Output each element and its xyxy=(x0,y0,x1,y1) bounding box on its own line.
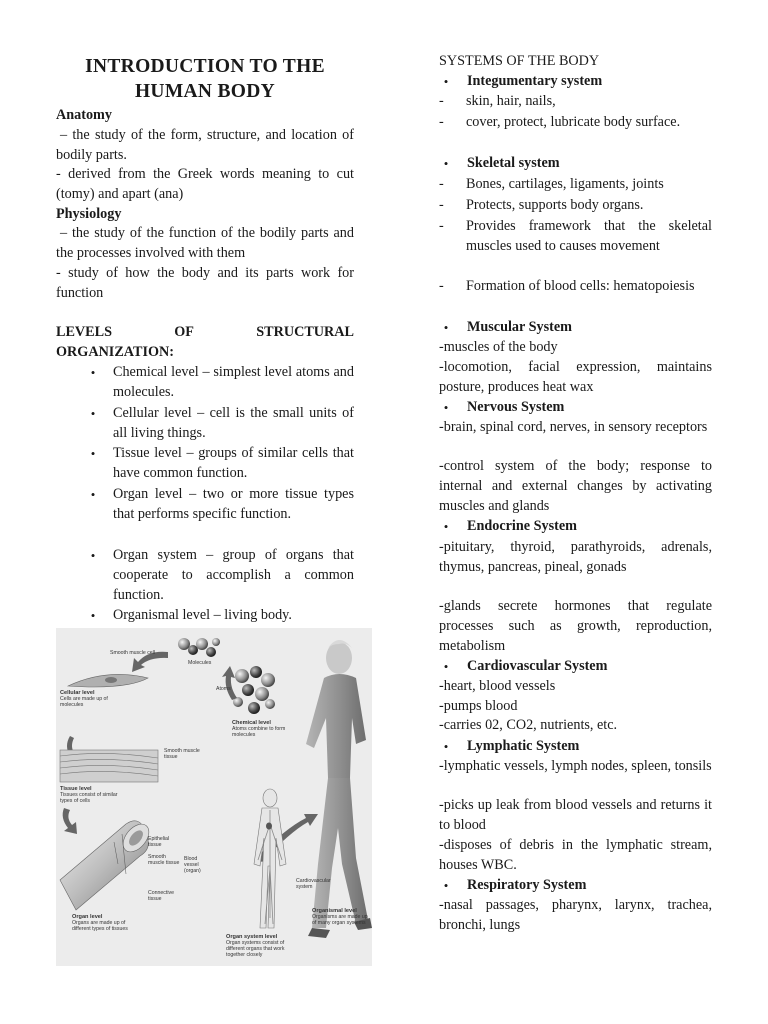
respiratory-detail: -nasal passages, pharynx, larynx, trachea, bronchi, lungs xyxy=(439,897,712,933)
figure-label-organ-desc: Organs are made up of different types of tissues xyxy=(72,920,128,932)
nervous-detail: -control system of the body; response to internal and external changes by activating muscles and glands xyxy=(439,458,712,514)
molecules-illustration xyxy=(178,638,220,657)
level-item xyxy=(86,444,354,484)
systems-heading: SYSTEMS OF THE BODY xyxy=(439,53,600,69)
figure-label-atoms: Atoms xyxy=(216,686,231,692)
item-text: Provides framework that the skeletal muscles used to causes movement xyxy=(466,218,712,254)
lymphatic-detail: -picks up leak from blood vessels and returns it to blood xyxy=(439,797,712,833)
physiology-definition: – the study of the function of the bodily parts and the processes involved with them xyxy=(56,225,354,261)
atoms-illustration xyxy=(233,666,275,714)
anatomy-heading: Anatomy xyxy=(56,107,112,123)
level-item xyxy=(86,363,354,403)
figure-label-smooth-muscle-tissue-2: Smooth muscle tissue xyxy=(148,854,180,866)
anatomy-etymology: - derived from the Greek words meaning to cut (tomy) and apart (ana) xyxy=(56,166,354,202)
title-line-2: HUMAN BODY xyxy=(134,81,276,102)
system-heading-endocrine xyxy=(439,517,712,537)
muscular-detail: -muscles of the body xyxy=(439,339,558,355)
dash-marker: - xyxy=(439,218,444,234)
title-line-1: INTRODUCTION TO THE xyxy=(85,56,325,77)
figure-label-organismal-level xyxy=(312,908,370,926)
bullet-icon: • xyxy=(90,487,96,502)
figure-label-cellular-title: Cellular level xyxy=(60,690,95,696)
figure-label-tissue-level xyxy=(60,786,118,804)
anatomy-definition: – the study of the form, structure, and location of bodily parts. xyxy=(56,127,354,163)
figure-label-tissue-desc: Tissues consist of similar types of cells xyxy=(60,792,118,804)
bullet-icon: • xyxy=(90,406,96,421)
figure-label-organ-level xyxy=(72,914,138,932)
item-text: Protects, supports body organs. xyxy=(466,197,644,213)
dash-marker: - xyxy=(439,278,444,294)
level-text: Organ system – group of organs that cooperate to accomplish a common function. xyxy=(113,547,354,603)
system-heading-skeletal xyxy=(439,154,712,174)
muscular-detail: -locomotion, facial expression, maintains posture, produces heat wax xyxy=(439,359,712,395)
bullet-icon: • xyxy=(443,74,449,89)
cardiovascular-detail: -heart, blood vessels xyxy=(439,678,556,694)
figure-label-smooth-muscle-tissue: Smooth muscle tissue xyxy=(164,748,200,760)
figure-label-organismal-title: Organismal level xyxy=(312,908,357,914)
figure-label-chemical-title: Chemical level xyxy=(232,720,271,726)
levels-of-organization-figure xyxy=(56,628,372,966)
organism-person-illustration xyxy=(306,640,372,938)
physiology-extra: - study of how the body and its parts work for function xyxy=(56,265,354,301)
levels-heading-word-1: LEVELS xyxy=(56,324,112,340)
figure-label-organ-system-desc: Organ systems consist of different organs that work together closely xyxy=(226,940,285,958)
smooth-muscle-cell-illustration xyxy=(68,674,148,687)
level-item xyxy=(86,546,354,606)
system-title: Skeletal system xyxy=(467,155,560,171)
figure-label-cardiovascular-system: Cardiovascular system xyxy=(296,878,331,890)
lymphatic-detail: -lymphatic vessels, lymph nodes, spleen, tonsils xyxy=(439,758,712,774)
lymphatic-detail: -disposes of debris in the lymphatic stream, houses WBC. xyxy=(439,837,712,873)
item-text: cover, protect, lubricate body surface. xyxy=(466,114,681,130)
dash-marker: - xyxy=(439,176,444,192)
dash-marker: - xyxy=(439,114,444,130)
system-heading-cardiovascular xyxy=(439,657,712,677)
system-heading-integumentary xyxy=(439,72,712,92)
integumentary-item xyxy=(439,92,712,112)
bullet-icon: • xyxy=(443,519,449,534)
system-title: Nervous System xyxy=(467,399,565,415)
bullet-icon: • xyxy=(90,365,96,380)
integumentary-item xyxy=(439,113,712,153)
figure-label-organismal-desc: Organisms are made up of many organ systems xyxy=(312,914,368,926)
figure-label-tissue-title: Tissue level xyxy=(60,786,92,792)
skeletal-item xyxy=(439,175,712,195)
endocrine-detail: -glands secrete hormones that regulate processes such as growth, reproduction, metabolism xyxy=(439,598,712,654)
figure-label-chemical-level xyxy=(232,720,296,738)
physiology-heading: Physiology xyxy=(56,206,122,222)
figure-label-smooth-muscle-cell: Smooth muscle cell xyxy=(110,650,155,656)
skeletal-item xyxy=(439,217,712,277)
skeletal-item xyxy=(439,196,712,216)
figure-label-chemical-desc: Atoms combine to form molecules xyxy=(232,726,286,738)
bullet-icon: • xyxy=(443,878,449,893)
figure-label-organ-title: Organ level xyxy=(72,914,103,920)
figure-label-blood-vessel: Blood vessel (organ) xyxy=(184,856,201,874)
system-title: Respiratory System xyxy=(467,877,587,893)
system-heading-muscular xyxy=(439,318,712,338)
skeletal-item xyxy=(439,277,712,317)
dash-marker: - xyxy=(439,197,444,213)
system-heading-respiratory xyxy=(439,876,712,896)
tissue-illustration xyxy=(60,750,158,782)
bullet-icon: • xyxy=(443,659,449,674)
bullet-icon: • xyxy=(90,446,96,461)
system-heading-lymphatic xyxy=(439,737,712,757)
system-title: Muscular System xyxy=(467,319,572,335)
system-title: Endocrine System xyxy=(467,518,577,534)
system-title: Lymphatic System xyxy=(467,738,580,754)
figure-label-epithelial-tissue: Epithelial tissue xyxy=(148,836,170,848)
system-title: Cardiovascular System xyxy=(467,658,608,674)
bullet-icon: • xyxy=(443,156,449,171)
levels-heading xyxy=(56,323,354,343)
level-text: Cellular level – cell is the small units of all living things. xyxy=(113,405,354,441)
cardiovascular-detail: -carries 02, CO2, nutrients, etc. xyxy=(439,717,618,733)
nervous-detail: -brain, spinal cord, nerves, in sensory receptors xyxy=(439,419,708,435)
figure-label-cellular-desc: Cells are made up of molecules xyxy=(60,696,108,708)
item-text: Formation of blood cells: hematopoiesis xyxy=(466,278,695,294)
bullet-icon: • xyxy=(443,320,449,335)
dash-marker: - xyxy=(439,93,444,109)
level-item xyxy=(86,404,354,444)
figure-label-molecules: Molecules xyxy=(188,660,212,666)
level-text: Chemical level – simplest level atoms and molecules. xyxy=(113,364,354,400)
endocrine-detail: -pituitary, thyroid, parathyroids, adrenals, thymus, pancreas, pineal, gonads xyxy=(439,539,712,575)
bullet-icon: • xyxy=(443,400,449,415)
organ-system-body-illustration xyxy=(254,789,286,928)
levels-heading-word-3: STRUCTURAL xyxy=(256,324,354,340)
item-text: Bones, cartilages, ligaments, joints xyxy=(466,176,664,192)
bullet-icon: • xyxy=(90,608,96,623)
level-item xyxy=(86,485,354,545)
figure-label-cellular-level xyxy=(60,690,116,708)
bullet-icon: • xyxy=(90,548,96,563)
figure-label-connective-tissue: Connective tissue xyxy=(148,890,174,902)
level-text: Organismal level – living body. xyxy=(113,607,292,623)
document-title xyxy=(56,54,354,104)
figure-label-organ-system-title: Organ system level xyxy=(226,934,278,940)
item-text: skin, hair, nails, xyxy=(466,93,556,109)
bullet-icon: • xyxy=(443,739,449,754)
system-title: Integumentary system xyxy=(467,73,603,89)
levels-heading-line-2: ORGANIZATION: xyxy=(56,344,174,360)
cardiovascular-detail: -pumps blood xyxy=(439,698,518,714)
levels-heading-word-2: OF xyxy=(174,324,194,340)
level-item xyxy=(86,606,354,626)
level-text: Organ level – two or more tissue types that performs specific function. xyxy=(113,486,354,522)
system-heading-nervous xyxy=(439,398,712,418)
figure-label-organ-system-level xyxy=(226,934,296,958)
level-text: Tissue level – groups of similar cells that have common function. xyxy=(113,445,354,481)
